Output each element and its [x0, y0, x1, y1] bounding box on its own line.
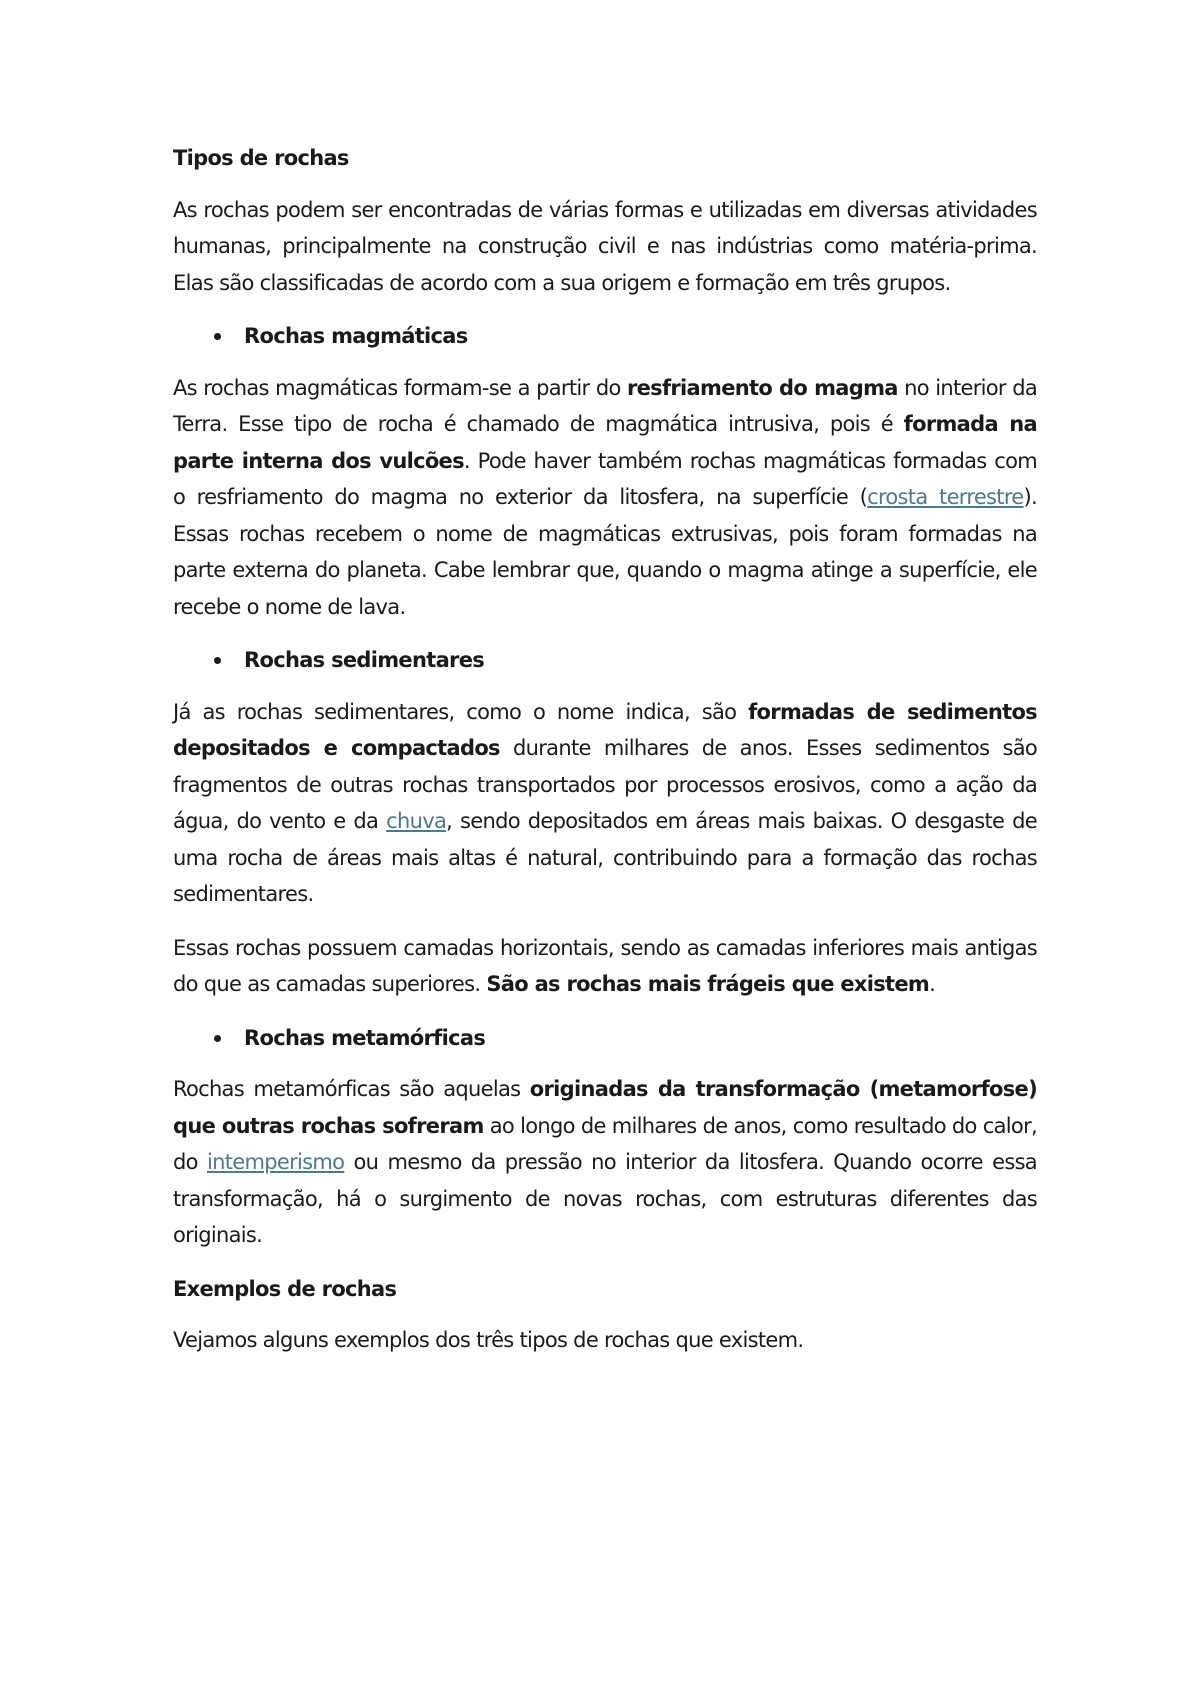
bullet-rochas-magmaticas	[173, 318, 1037, 355]
intro-paragraph: As rochas podem ser encontradas de várias formas e utilizadas em diversas atividades humanas, principalmente na construção civil e nas indústrias como matéria-prima. Elas são classificadas de acordo com a sua origem e formação em três grupos.	[173, 197, 1037, 295]
text-run: ). Essas rochas recebem o nome de magmáticas extrusivas, pois foram formadas na parte externa do planeta. Cabe lembrar que, quando o magma atinge a superfície, ele recebe o nome de lava.	[173, 485, 1037, 619]
bullet-rochas-metamorficas	[173, 1020, 1037, 1057]
metamorficas-paragraph	[173, 1071, 1037, 1254]
magmaticas-paragraph	[173, 370, 1037, 626]
text-run: As rochas magmáticas formam-se a partir do	[173, 375, 621, 400]
bold-run: resfriamento do magma	[626, 375, 898, 400]
heading-exemplos-de-rochas: Exemplos de rochas	[173, 1276, 397, 1301]
document-body	[173, 140, 1037, 1376]
text-run: , sendo depositados em áreas mais baixas. O desgaste de uma rocha de áreas mais altas é natural, contribuindo para a formação das rochas sedimentares.	[173, 809, 1038, 906]
text-run: Já as rochas sedimentares, como o nome indica, são	[173, 699, 737, 724]
bullet-rochas-sedimentares	[173, 642, 1037, 679]
bold-run: formada na parte interna dos vulcões	[173, 412, 1037, 473]
text-run: Essas rochas possuem camadas horizontais, sendo as camadas inferiores mais antigas do que as camadas superiores.	[173, 935, 1037, 996]
text-run: Rochas metamórficas são aquelas	[173, 1077, 521, 1101]
text-run: ao longo de milhares de anos, como resultado do calor, do	[173, 1113, 1037, 1174]
bullet-dot-icon	[214, 333, 221, 340]
text-run: durante milhares de anos. Esses sedimentos são fragmentos de outras rochas transportados por processos erosivos, como a ação da água, do vento e da	[173, 736, 1038, 833]
bullet-label: Rochas sedimentares	[244, 648, 485, 672]
bold-run: São as rochas mais frágeis que existem	[486, 972, 930, 996]
text-run: no interior da Terra. Esse tipo de rocha é chamado de magmática intrusiva, pois é	[173, 375, 1038, 436]
link-intemperismo[interactable]: intemperismo	[206, 1150, 345, 1174]
text-run: ou mesmo da pressão no interior da litosfera. Quando ocorre essa transformação, há o surgimento de novas rochas, com estruturas diferentes das originais.	[173, 1150, 1037, 1247]
sedimentares-paragraph-1	[173, 694, 1037, 913]
bullet-label: Rochas metamórficas	[244, 1025, 486, 1050]
text-run: . Pode haver também rochas magmáticas formadas com o resfriamento do magma no exterior da litosfera, na superfície (	[173, 448, 1037, 509]
link-crosta-terrestre[interactable]: crosta terrestre	[867, 485, 1024, 509]
bullet-dot-icon	[214, 657, 221, 664]
link-chuva[interactable]: chuva	[386, 809, 447, 833]
bullet-label: Rochas magmáticas	[244, 324, 468, 348]
heading-tipos-de-rochas: Tipos de rochas	[173, 146, 349, 170]
closing-paragraph: Vejamos alguns exemplos dos três tipos de rochas que existem.	[173, 1328, 804, 1352]
bold-run: originadas da transformação (metamorfose) que outras rochas sofreram	[173, 1077, 1037, 1138]
sedimentares-paragraph-2	[173, 930, 1037, 1003]
bold-run: formadas de sedimentos depositados e compactados	[173, 699, 1037, 760]
text-run: .	[929, 972, 936, 996]
bullet-dot-icon	[214, 1035, 221, 1042]
